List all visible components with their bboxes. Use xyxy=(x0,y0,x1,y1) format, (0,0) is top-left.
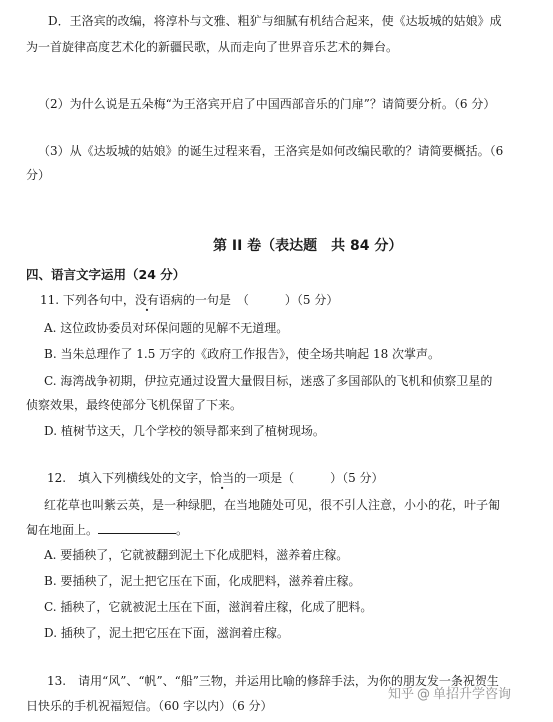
part-two-title: 第 II 卷（表达题 共 84 分） xyxy=(213,238,403,254)
question-12-passage-end: 。 xyxy=(176,523,189,537)
question-11-option-b: B. 当朱总理作了 1.5 万字的《政府工作报告》，使全场共响起 18 次掌声。 xyxy=(44,347,441,361)
section-heading: 四、语言文字运用（24 分） xyxy=(26,267,186,282)
watermark-at: @ xyxy=(417,687,431,702)
question-12-option-b: B. 要插秧了，泥土把它压在下面，化成肥料，滋养着庄稼。 xyxy=(44,574,361,588)
question-12-passage-line-1: 红花草也叫紫云英，是一种绿肥，在当地随处可见，很不引人注意，小小的花，叶子匍 xyxy=(44,498,501,512)
question-12-passage-text: 匐在地面上。 xyxy=(26,523,99,537)
question-2: （2）为什么说是五朵梅“为王洛宾开启了中国西部音乐的门扉”？请简要分析。（6 分） xyxy=(38,97,496,111)
question-11-option-d: D. 植树节这天，几个学校的领导都来到了植树现场。 xyxy=(44,424,325,438)
question-3-line-1: （3）从《达坂城的姑娘》的诞生过程来看，王洛宾是如何改编民歌的？请简要概括。（6 xyxy=(38,144,504,158)
answer-blank xyxy=(98,522,176,534)
question-3-line-2: 分） xyxy=(26,168,51,182)
question-12-passage-line-2 xyxy=(26,522,188,538)
question-13-line-2: 日快乐的手机祝福短信。（60 字以内）（6 分） xyxy=(26,699,273,713)
option-d-line-1: D．王洛宾的改编，将淳朴与文雅、粗犷与细腻有机结合起来，使《达坂城的姑娘》成 xyxy=(48,14,502,28)
question-11-option-a: A. 这位政协委员对环保问题的见解不无道理。 xyxy=(44,321,289,335)
watermark-account: 单招升学咨询 xyxy=(433,687,512,702)
question-12-option-c: C. 插秧了，它就被泥土压在下面，滋润着庄稼，化成了肥料。 xyxy=(44,600,373,614)
question-12-stem xyxy=(47,470,384,486)
watermark-brand: 知乎 xyxy=(388,687,415,702)
question-11-stem-end: 语病的一句是 （ ）（5 分） xyxy=(158,293,339,307)
question-11-stem xyxy=(40,292,338,308)
question-12-emphasis: 恰当 xyxy=(210,471,235,485)
question-11-emphasis: 没有 xyxy=(134,293,159,307)
question-11-option-c-line-1: C. 海湾战争初期，伊拉克通过设置大量假目标，迷惑了多国部队的飞机和侦察卫星的 xyxy=(44,374,493,388)
question-12-stem-end: 的一项是（ ）（5 分） xyxy=(234,471,384,485)
watermark xyxy=(388,683,511,702)
question-12-option-d: D. 插秧了，泥土把它压在下面，滋润着庄稼。 xyxy=(44,626,289,640)
question-13-line-1: 13. 请用“风”、“帆”、“船”三物，并运用比喻的修辞手法，为你的朋友发一条祝贺生 xyxy=(47,674,499,688)
option-d-line-2: 为一首旋律高度艺术化的新疆民歌，从而走向了世界音乐艺术的舞台。 xyxy=(26,40,399,54)
question-11-option-c-line-2: 侦察效果，最终使部分飞机保留了下来。 xyxy=(26,398,243,412)
question-11-stem-start: 11. 下列各句中， xyxy=(40,293,135,307)
question-12-stem-start: 12. 填入下列横线处的文字， xyxy=(47,471,211,485)
question-12-option-a: A. 要插秧了，它就被翻到泥土下化成肥料，滋养着庄稼。 xyxy=(44,548,349,562)
